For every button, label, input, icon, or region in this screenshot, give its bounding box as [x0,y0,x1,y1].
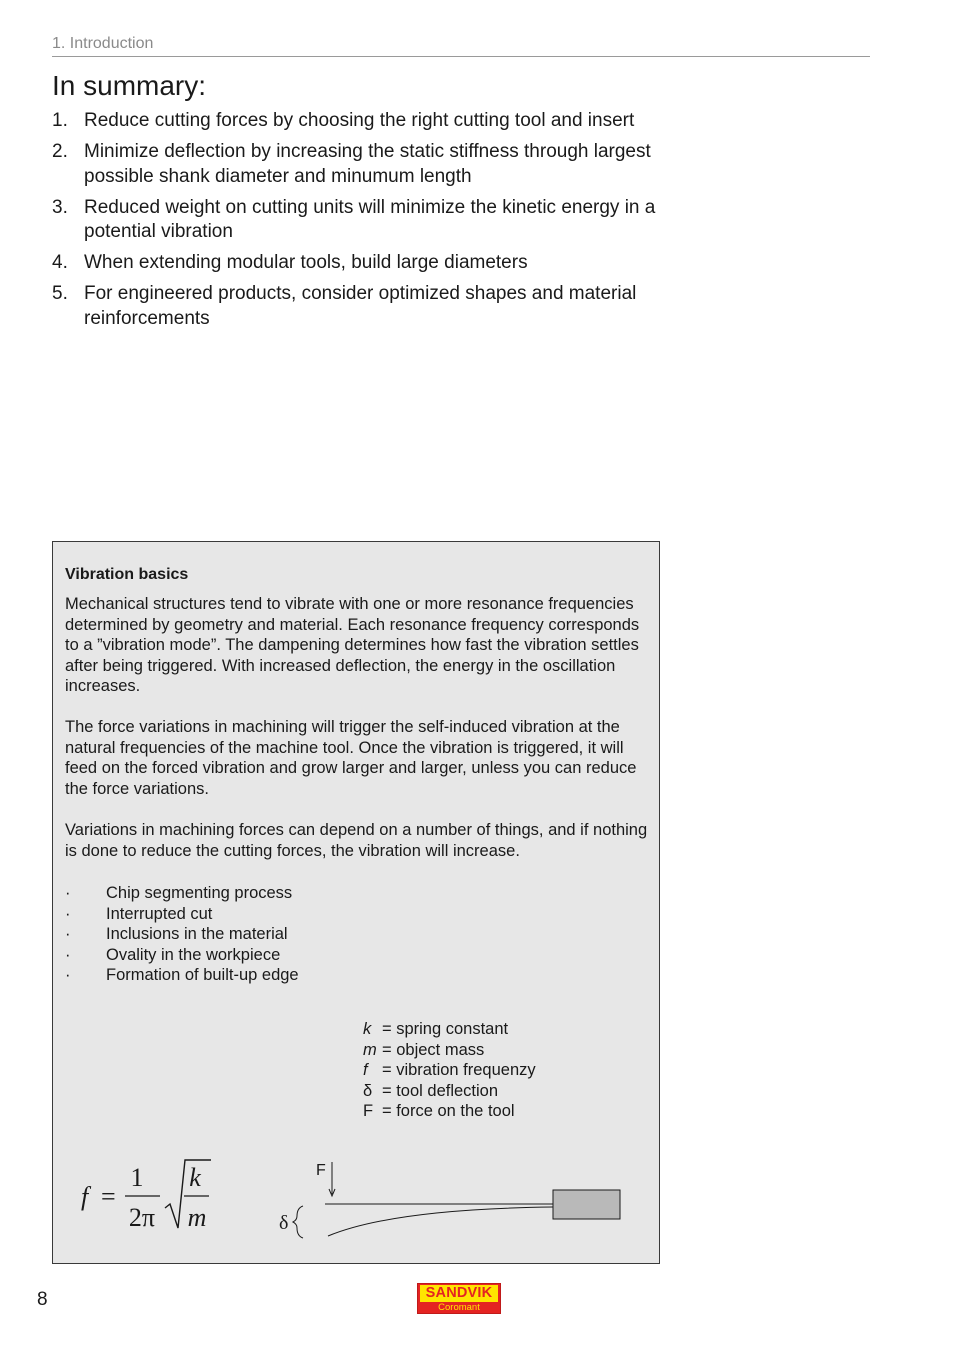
bullet-marker: · [65,966,71,984]
legend-symbol: F [363,1102,374,1120]
legend-symbol: k [363,1020,372,1038]
bullet-item [65,965,299,986]
bullet-item [65,924,299,945]
page-number: 8 [37,1289,48,1310]
box-paragraph: The force variations in machining will trigger the self-induced vibration at the natural frequencies of the machine tool. Once the vibration is triggered, it will feed on the forced vibration and grow larger and larger, unless you can reduce the force variations. [65,718,637,798]
summary-list [52,109,662,338]
bullet-item [65,883,299,904]
deflection-label: δ [279,1212,289,1234]
box-title: Vibration basics [65,566,189,583]
box-paragraph: Mechanical structures tend to vibrate with one or more resonance frequencies determined by geometry and material. Each resonance frequency corresponds to a ”vibration mode”. The dampening determines how fast the vibration settles after being triggered. With increased deflection, the energy in the oscillation increases. [65,595,640,695]
summary-title: In summary: [52,70,207,101]
summary-item [52,196,662,245]
legend-text: = object mass [382,1040,485,1059]
summary-item-number: 3. [52,196,68,218]
bullet-text: Formation of built-up edge [106,966,299,984]
deflection-diagram [273,1154,633,1244]
bullet-marker: · [65,904,71,923]
summary-item-number: 1. [52,110,68,131]
summary-item [52,282,662,331]
formula-root-numerator: k [189,1163,201,1192]
legend-row [363,1060,536,1081]
summary-item-number: 4. [52,252,68,273]
box-paragraph: Variations in machining forces can depend on a number of things, and if nothing is done to reduce the cutting forces, the vibration will increase. [65,821,648,860]
bullet-item [65,904,299,925]
summary-item-text: Minimize deflection by increasing the static stiffness through largest possible shank diameter and minumum length [84,141,651,187]
legend-row [363,1081,536,1102]
formula-equals: = [101,1182,116,1211]
vibration-basics-box [52,541,660,1264]
logo-wordmark: SANDVIK [420,1285,498,1302]
bullet-item [65,945,299,966]
formula-lhs: f [81,1182,89,1211]
bullet-marker: · [65,945,71,964]
legend-row [363,1019,536,1040]
summary-item [52,251,662,276]
deflection-brace [293,1206,303,1238]
bullet-text: Inclusions in the material [106,925,288,943]
frequency-formula [73,1150,253,1240]
logo-subbrand: Coromant [438,1302,480,1313]
legend-row [363,1101,536,1122]
summary-item-text: When extending modular tools, build large diameters [84,252,528,273]
legend-symbol: m [363,1040,377,1059]
summary-item-text: Reduce cutting forces by choosing the right cutting tool and insert [84,110,635,131]
sandvik-coromant-logo [417,1283,501,1314]
summary-item [52,140,662,189]
legend-symbol: δ [363,1081,373,1100]
legend-text: = force on the tool [382,1102,515,1120]
summary-item-text: Reduced weight on cutting units will minimize the kinetic energy in a potential vibration [84,196,656,242]
summary-item [52,109,662,134]
legend-symbol: f [363,1061,368,1079]
bullet-text: Interrupted cut [106,904,213,923]
force-label: F [316,1162,326,1179]
deflected-beam [328,1207,553,1236]
bullet-marker: · [65,925,71,943]
running-header: 1. Introduction [52,35,870,57]
formula-numerator: 1 [130,1163,144,1192]
bullet-marker: · [65,884,71,902]
bullet-text: Ovality in the workpiece [106,945,281,964]
bullet-text: Chip segmenting process [106,884,293,902]
legend-text: = vibration frequenzy [382,1061,536,1079]
symbol-legend [363,1019,536,1122]
legend-row [363,1040,536,1061]
summary-item-text: For engineered products, consider optimized shapes and material reinforcements [84,283,637,329]
bullet-list [65,883,299,986]
formula-root-denominator: m [187,1203,207,1232]
tool-holder-block [553,1190,620,1219]
legend-text: = tool deflection [382,1081,499,1100]
summary-item-number: 2. [52,141,68,162]
summary-item-number: 5. [52,283,68,304]
formula-denominator: 2π [128,1203,156,1232]
legend-text: = spring constant [382,1020,509,1038]
